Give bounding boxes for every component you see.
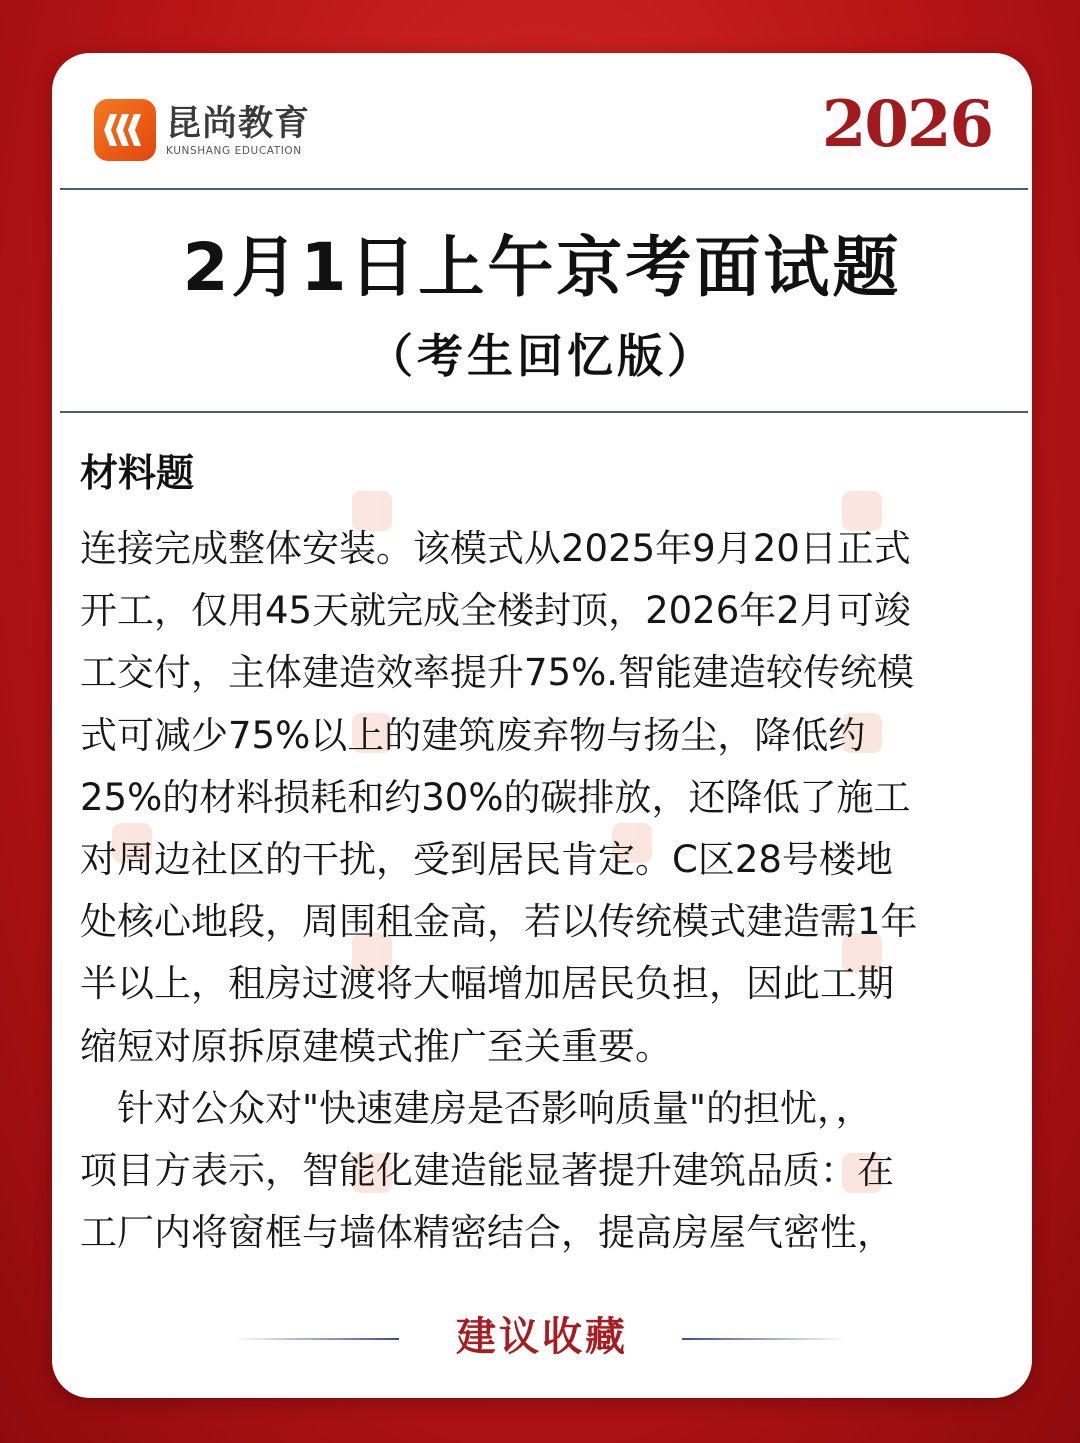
body-line: 对周边社区的干扰，受到居民肯定。C区28号楼地 <box>80 837 893 881</box>
body-line: 式可减少75%以上的建筑废弃物与扬尘，降低约 <box>80 713 866 757</box>
body-line: 半以上，租房过渡将大幅增加居民负担，因此工期 <box>80 962 894 1006</box>
title-divider <box>60 411 1028 413</box>
logo-name-cn: 昆尚教育 <box>166 103 311 144</box>
page-title: 2月1日上午京考面试题 <box>182 229 902 306</box>
material-body <box>80 518 1025 1264</box>
page-subtitle: （考生回忆版） <box>367 329 717 383</box>
section-label: 材料题 <box>80 451 195 495</box>
brand-logo <box>94 99 310 161</box>
card-header <box>52 53 1032 188</box>
body-line: 工厂内将窗框与墙体精密结合，提高房屋气密性， <box>80 1211 894 1255</box>
body-line: 针对公众对"快速建房是否影响质量"的担忧，， <box>80 1086 873 1130</box>
body-line: 连接完成整体安装。该模式从2025年9月20日正式 <box>80 527 911 570</box>
footer <box>52 1301 1032 1371</box>
bookmark-prompt: 建议收藏 <box>456 1314 628 1360</box>
logo-name-en: KUNSHANG EDUCATION <box>166 144 302 157</box>
footer-divider-right <box>682 1338 847 1340</box>
body-line: 处核心地段，周围租金高，若以传统模式建造需1年 <box>80 900 918 944</box>
kunshang-logo-icon <box>94 99 156 161</box>
body-line: 工交付，主体建造效率提升75%.智能建造较传统模 <box>80 651 914 695</box>
body-line: 开工，仅用45天就完成全楼封顶，2026年2月可竣 <box>80 589 911 633</box>
header-divider <box>60 188 1028 190</box>
logo-text <box>166 104 310 157</box>
content-card <box>52 53 1032 1398</box>
year-label: 2026 <box>821 87 992 162</box>
body-line: 项目方表示，智能化建造能显著提升建筑品质：在 <box>80 1148 894 1192</box>
body-line: 25%的材料损耗和约30%的碳排放，还降低了施工 <box>80 775 911 819</box>
body-line: 缩短对原拆原建模式推广至关重要。 <box>80 1024 672 1068</box>
